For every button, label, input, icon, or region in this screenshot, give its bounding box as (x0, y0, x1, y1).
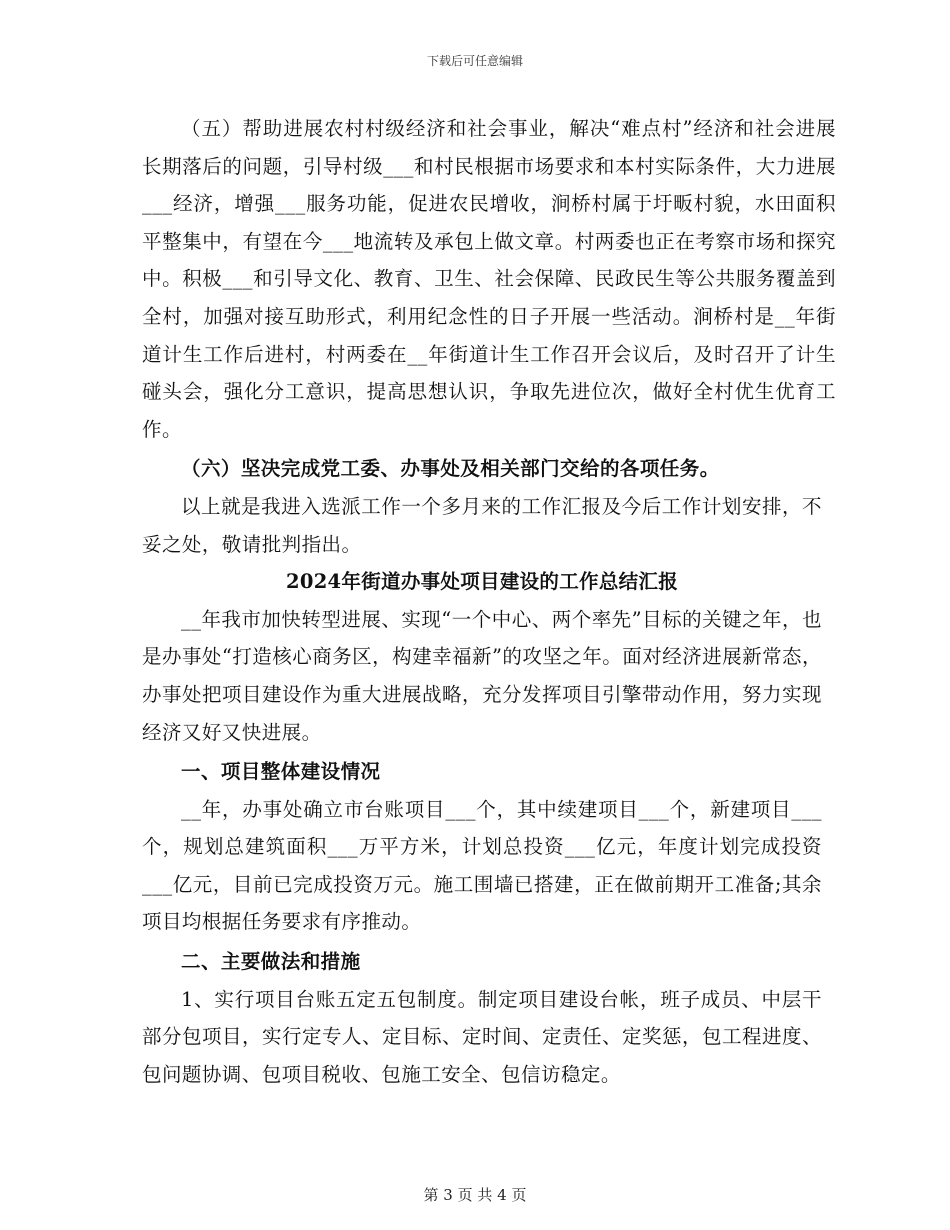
paragraph-intro: __年我市加快转型进展、实现“一个中心、两个率先”目标的关键之年，也是办事处“打造核心商务区，构建幸福新”的攻坚之年。面对经济进展新常态，办事处把项目建设作为重大进展战略，充分发挥项目引擎带动作用，努力实现经济又好又快进展。 (142, 607, 822, 744)
document-title: 2024年街道办事处项目建设的工作总结汇报 (285, 570, 679, 594)
heading-overall-construction: 一、项目整体建设情况 (181, 760, 381, 784)
paragraph-closing: 以上就是我进入选派工作一个多月来的工作汇报及今后工作计划安排，不妥之处，敬请批判指出。 (142, 494, 822, 556)
paragraph-measure-1: 1、实行项目台账五定五包制度。制定项目建设台帐，班子成员、中层干部分包项目，实行定专人、定目标、定时间、定责任、定奖惩，包工程进度、包问题协调、包项目税收、包施工安全、包信访稳定。 (142, 987, 822, 1086)
paragraph-overall-construction: __年，办事处确立市台账项目___个，其中续建项目___个，新建项目___个，规划总建筑面积___万平方米，计划总投资___亿元，年度计划完成投资___亿元，目前已完成投资万元。施工围墙已搭建，正在做前期开工准备;其余项目均根据任务要求有序推动。 (142, 797, 822, 934)
page-header: 下载后可任意编辑 (426, 54, 523, 68)
paragraph-section-5: （五）帮助进展农村村级经济和社会事业，解决“难点村”经济和社会进展长期落后的问题，引导村级___和村民根据市场要求和本村实际条件，大力进展___经济，增强___服务功能，促进农民增收，涧桥村属于圩畈村貌，水田面积平整集中，有望在今___地流转及承包上做文章。村两委也正在考察市场和探究中。积极___和引导文化、教育、卫生、社会保障、民政民生等公共服务覆盖到全村，加强对接互助形式，利用纪念性的日子开展一些活动。涧桥村是__年街道计生工作后进村，村两委在__年街道计生工作召开会议后，及时召开了计生碰头会，强化分工意识，提高思想认识，争取先进位次，做好全村优生优育工作。 (142, 117, 836, 441)
heading-main-measures: 二、主要做法和措施 (181, 950, 361, 974)
paragraph-section-6: （六）坚决完成党工委、办事处及相关部门交给的各项任务。 (181, 457, 720, 481)
page-footer: 第 3 页 共 4 页 (423, 1186, 527, 1204)
document-body (142, 110, 836, 1093)
